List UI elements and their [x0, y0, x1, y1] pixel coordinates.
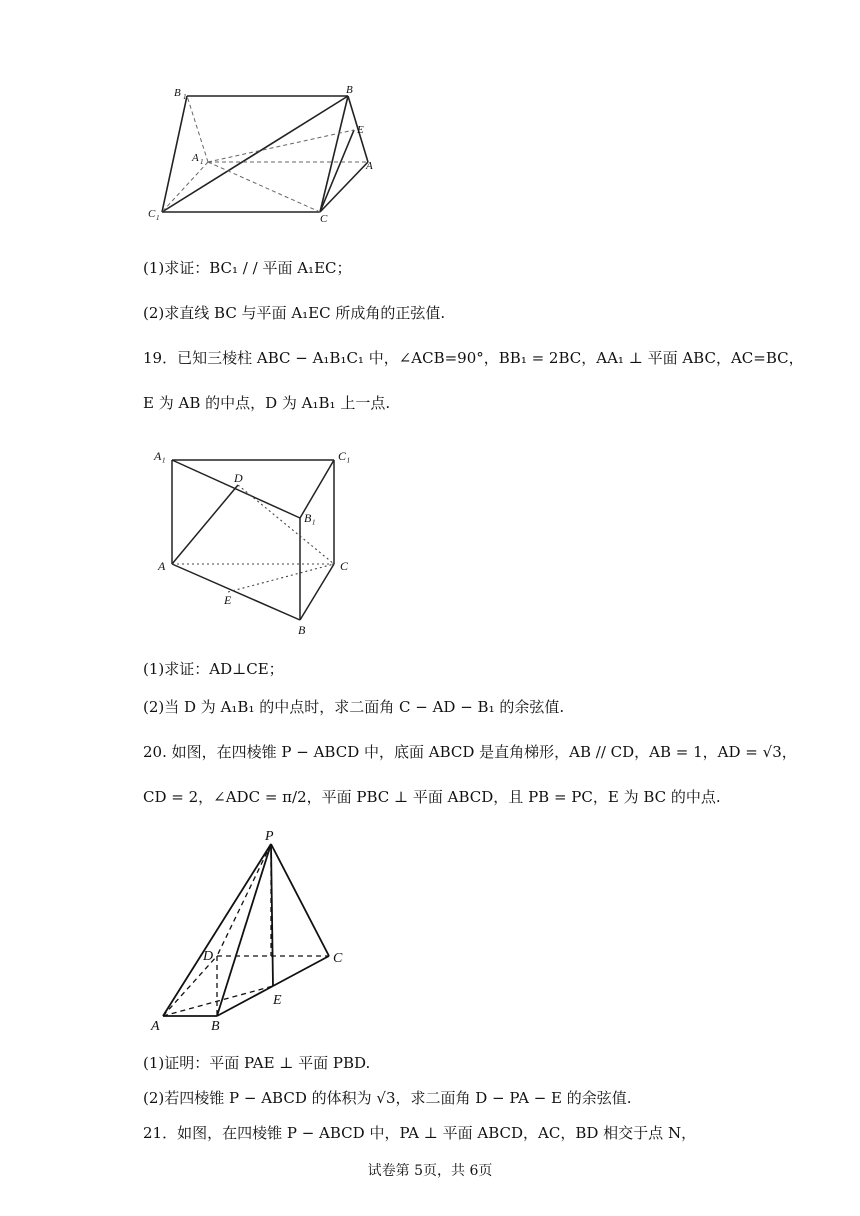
q20-part2: (2)若四棱锥 P − ABCD 的体积为 √3，求二面角 D − PA − E 的余弦值. [143, 1089, 632, 1107]
label-C: C [333, 951, 343, 966]
label-B: B [298, 623, 306, 637]
label-E: E [224, 593, 232, 607]
label-C1: C₁ [338, 449, 351, 463]
q19-stem-line2: E 为 AB 的中点，D 为 A₁B₁ 上一点. [143, 394, 391, 412]
q19-stem-line1: 19．已知三棱柱 ABC − A₁B₁C₁ 中，∠ACB=90°，BB₁ = 2BC，AA₁ ⊥ 平面 ABC，AC=BC， [143, 349, 804, 367]
label-C1: C [148, 208, 156, 220]
label-A1: A [192, 152, 199, 164]
q19-part2: (2)当 D 为 A₁B₁ 的中点时，求二面角 C − AD − B₁ 的余弦值. [143, 698, 565, 716]
page-footer: 试卷第 5页，共 6页 [367, 1163, 493, 1179]
q20-part1: (1)证明：平面 PAE ⊥ 平面 PBD. [143, 1054, 371, 1072]
label-A: A [151, 1019, 160, 1034]
label-B: B [211, 1019, 220, 1034]
label-A: A [366, 160, 373, 172]
label-P: P [265, 829, 274, 844]
svg-text:1: 1 [200, 158, 204, 166]
figure-prism-1 [140, 80, 400, 230]
label-E: E [357, 124, 364, 136]
label-A1: A₁ [154, 449, 166, 463]
svg-text:1: 1 [183, 93, 187, 101]
label-E: E [273, 993, 282, 1008]
figure-pyramid [145, 826, 365, 1036]
q20-stem-line1: 20. 如图，在四棱锥 P − ABCD 中，底面 ABCD 是直角梯形，AB // CD，AB = 1，AD = √3， [143, 743, 797, 761]
label-A: A [158, 559, 166, 573]
label-D: D [203, 949, 214, 964]
label-C: C [340, 559, 349, 573]
q18-part1: (1)求证：BC₁ / / 平面 A₁EC； [143, 259, 352, 277]
label-B1: B [174, 87, 181, 99]
label-C: C [320, 213, 328, 225]
svg-text:1: 1 [156, 214, 160, 222]
label-B: B [346, 84, 353, 96]
q20-stem-line2: CD = 2，∠ADC = π/2，平面 PBC ⊥ 平面 ABCD，且 PB = PC，E 为 BC 的中点. [143, 788, 721, 806]
label-B1: B₁ [304, 511, 316, 525]
label-D: D [234, 471, 243, 485]
q18-part2: (2)求直线 BC 与平面 A₁EC 所成角的正弦值. [143, 304, 446, 322]
q19-part1: (1)求证：AD⊥CE； [143, 660, 284, 678]
figure-prism-2 [150, 440, 370, 640]
q21-stem-line1: 21．如图，在四棱锥 P − ABCD 中，PA ⊥ 平面 ABCD，AC，BD 相交于点 N， [143, 1124, 697, 1142]
